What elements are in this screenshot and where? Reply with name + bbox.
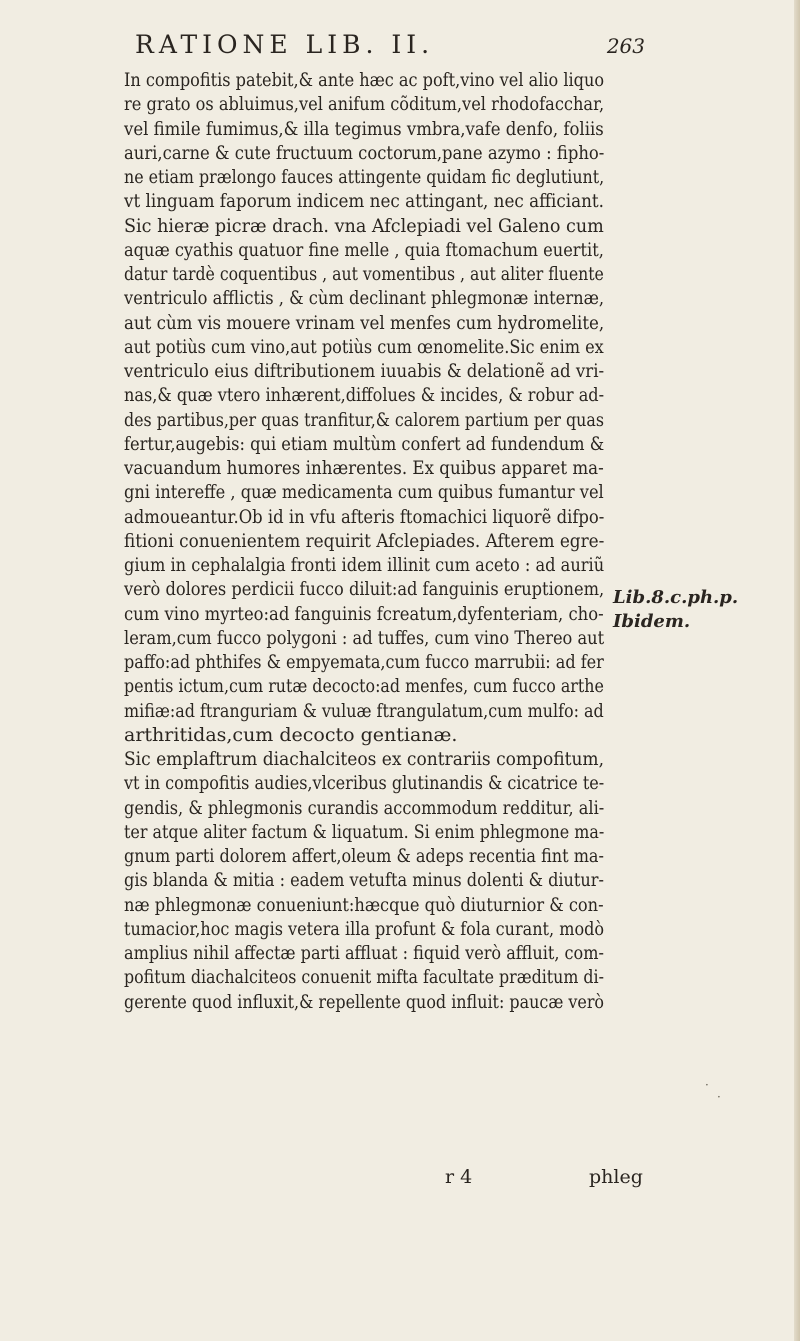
text-line: re grato os abluimus,vel anifum cõditum,vel rhodofacchar, <box>124 93 605 116</box>
text-line: paffo:ad phthifes & empyemata,cum fucco marrubii: ad fer <box>124 651 604 673</box>
text-line: gnum parti dolorem affert,oleum & adeps recentia fint ma- <box>124 845 604 867</box>
text-line: vt linguam faporum indicem nec attingant, nec afficiant. <box>124 190 604 213</box>
text-line: næ phlegmonæ conueniunt:hæcque quò diuturnior & con- <box>124 893 604 916</box>
page-header <box>135 30 645 70</box>
ink-speck: · <box>717 1090 721 1104</box>
text-line: cum vino myrteo:ad fanguinis fcreatum,dyfenteriam, cho- <box>124 602 604 625</box>
text-line: ventriculo afflictis , & cùm declinant phlegmonæ internæ, <box>124 287 605 310</box>
text-line: ventriculo eius diftributionem iuuabis & delationẽ ad vri- <box>124 360 605 382</box>
text-line: mifiæ:ad ftranguriam & vuluæ ftrangulatum,cum mulfo: ad <box>124 699 604 722</box>
margin-notes <box>613 586 793 634</box>
text-line: arthritidas,cum decocto gentianæ. <box>124 723 458 746</box>
text-line: gni intereffe , quæ medicamenta cum quibus fumantur vel <box>124 481 604 504</box>
text-line: aquæ cyathis quatuor fine melle , quia ftomachum euertit, <box>124 238 604 261</box>
text-line: amplius nihil affectæ parti affluat : fiquid verò affluit, com- <box>124 942 604 964</box>
text-line: vt in compofitis audies,vlceribus glutinandis & cicatrice te- <box>124 772 605 795</box>
page-number: 263 <box>606 34 645 58</box>
margin-note: Ibidem. <box>613 611 691 632</box>
text-line: datur tardè coquentibus , aut vomentibus , aut aliter fluente <box>124 263 604 285</box>
text-line: In compofitis patebit,& ante hæc ac poft,vino vel alio liquo <box>124 69 605 91</box>
page-edge <box>794 0 800 1341</box>
body-text <box>124 68 604 1014</box>
text-line: gis blanda & mitia : eadem vetufta minus dolenti & diutur- <box>124 869 604 892</box>
signature-mark: r 4 <box>445 1166 473 1188</box>
text-line: auri,carne & cute fructuum coctorum,pane azymo : fipho- <box>124 141 605 164</box>
catchword: phleg <box>589 1166 643 1188</box>
text-line: nas,& quæ vtero inhærent,diffolues & incides, & robur ad- <box>124 384 605 407</box>
text-line: leram,cum fucco polygoni : ad tuffes, cum vino Thereo aut <box>124 626 605 649</box>
text-line: fertur,augebis: qui etiam multùm confert ad fundendum & <box>124 432 605 455</box>
text-line: gendis, & phlegmonis curandis accommodum redditur, ali- <box>124 796 605 819</box>
ink-speck: · <box>705 1078 709 1092</box>
text-line: ne etiam prælongo fauces attingente quidam fic deglutiunt, <box>124 166 605 188</box>
text-line: aut potiùs cum vino,aut potiùs cum œnomelite.Sic enim ex <box>124 335 604 358</box>
text-line: Sic emplaftrum diachalciteos ex contrariis compofitum, <box>124 748 605 770</box>
text-line: aut cùm vis mouere vrinam vel menfes cum hydromelite, <box>124 311 605 334</box>
margin-note: Lib.8.c.ph.p. <box>613 587 739 608</box>
text-line: ter atque aliter factum & liquatum. Si enim phlegmone ma- <box>124 820 605 843</box>
text-line: admoueantur.Ob id in vfu afteris ftomachici liquorẽ difpo- <box>124 505 605 528</box>
text-line: des partibus,per quas tranfitur,& calorem partium per quas <box>124 408 604 431</box>
text-line: tumacior,hoc magis vetera illa profunt & fola curant, modò <box>124 917 605 940</box>
text-line: vel fimile fumimus,& illa tegimus vmbra,vafe denfo, foliis <box>124 117 604 140</box>
text-line: vacuandum humores inhærentes. Ex quibus apparet ma- <box>124 457 604 479</box>
text-line: pentis ictum,cum rutæ decocto:ad menfes, cum fucco arthe <box>124 675 604 698</box>
text-line: gerente quod influxit,& repellente quod influit: paucæ verò <box>124 990 605 1013</box>
text-line: gium in cephalalgia fronti idem illinit cum aceto : ad auriũ <box>124 554 605 576</box>
text-line: pofitum diachalciteos conuenit mifta facultate præditum di- <box>124 966 604 989</box>
text-line: verò dolores perdicii fucco diluit:ad fanguinis eruptionem, <box>124 578 605 601</box>
text-line: Sic hieræ picræ drach. vna Afclepiadi vel Galeno cum <box>124 214 604 237</box>
running-head: RATIONE LIB. II. <box>135 30 435 59</box>
text-line: fitioni conuenientem requirit Afclepiades. Afterem egre- <box>124 529 605 552</box>
